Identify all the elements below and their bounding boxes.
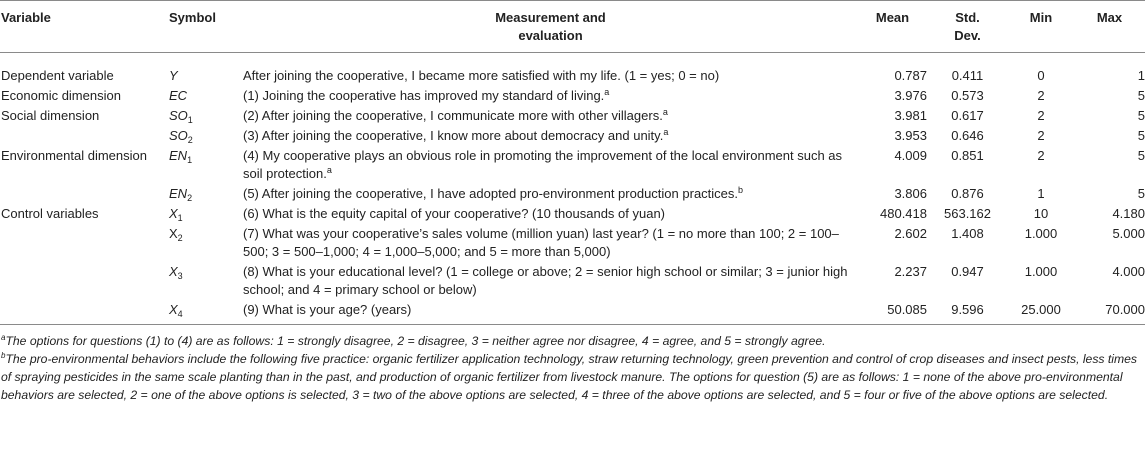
measurement-cell [243,223,858,261]
variable-cell [0,223,168,261]
max-cell: 4.180 [1112,206,1145,221]
symbol-base: SO [169,128,188,143]
footnote-marker: a [326,165,332,175]
symbol-base: Y [169,68,178,83]
header-measurement-line1: Measurement and [495,10,606,25]
table-body [0,53,1145,325]
measurement-cell [243,105,858,125]
footnote-a-marker: a [1,333,6,342]
header-max: Max [1074,1,1145,53]
variable-cell [0,125,168,145]
footnote-marker: a [662,107,668,117]
std-dev-cell: 0.947 [951,264,984,279]
symbol-subscript: 1 [187,155,193,165]
header-std-dev [927,1,1008,53]
symbol-base: X [169,226,178,241]
table-row [0,203,1145,223]
variable-cell: Economic dimension [1,88,121,103]
footnote-marker: a [604,87,610,97]
header-variable: Variable [0,1,168,53]
table-header [0,1,1145,53]
variable-cell: Environmental dimension [1,148,147,163]
variable-cell [0,299,168,325]
table-row [0,145,1145,183]
table-row [0,223,1145,261]
min-cell: 2 [1037,108,1045,123]
symbol-cell [168,53,243,86]
max-cell: 70.000 [1074,299,1145,325]
min-cell: 1.000 [1024,226,1058,241]
table-row [0,261,1145,299]
symbol-cell [168,105,243,125]
symbol-subscript: 1 [187,115,193,125]
mean-cell: 480.418 [880,206,927,221]
measurement-text: (4) My cooperative plays an obvious role in promoting the improvement of the local environment such as soil protection. [243,148,843,181]
symbol-cell [168,299,243,325]
measurement-cell [243,53,858,86]
symbol-cell [168,85,243,105]
symbol-base: EN [169,148,188,163]
mean-cell: 3.976 [894,88,927,103]
min-cell: 1 [1037,186,1045,201]
min-cell: 2 [1037,148,1045,163]
header-mean: Mean [858,1,927,53]
min-cell: 25.000 [1008,299,1074,325]
header-measurement [243,1,858,53]
symbol-base: X [169,206,178,221]
symbol-subscript: 2 [177,233,183,243]
header-min: Min [1008,1,1074,53]
symbol-base: X [169,302,178,317]
max-cell: 4.000 [1112,264,1145,279]
symbol-subscript: 2 [187,135,193,145]
symbol-cell [168,183,243,203]
symbol-subscript: 2 [187,193,193,203]
mean-cell: 2.602 [894,226,927,241]
measurement-text: (1) Joining the cooperative has improved my standard of living. [243,88,605,103]
variable-cell [0,183,168,203]
symbol-cell [168,145,243,183]
footnote-marker: b [738,185,744,195]
std-dev-cell: 0.646 [951,128,984,143]
measurement-text: (6) What is the equity capital of your cooperative? (10 thousands of yuan) [243,206,666,221]
max-cell: 5 [1137,148,1145,163]
symbol-base: X [169,264,178,279]
table-row [0,125,1145,145]
max-cell: 5 [1137,128,1145,143]
measurement-text: (3) After joining the cooperative, I know more about democracy and unity. [243,128,664,143]
mean-cell: 3.806 [894,186,927,201]
footnote-b [1,350,1145,404]
header-symbol: Symbol [168,1,243,53]
measurement-cell [243,261,858,299]
variable-cell: Dependent variable [1,68,114,83]
symbol-cell [168,223,243,261]
variable-cell: Social dimension [1,108,100,123]
min-cell: 10 [1033,206,1049,221]
table-row [0,183,1145,203]
measurement-text: (7) What was your cooperative’s sales volume (million yuan) last year? (1 = no more than 100; 2 = 100–500; 3 = 500–1,000; 4 = 1,000–5,000; and 5 = more than 5,000) [243,226,839,259]
table-footnotes [0,325,1145,404]
variable-cell: Control variables [1,206,99,221]
mean-cell: 3.953 [894,128,927,143]
std-dev-cell: 563.162 [944,206,991,221]
mean-cell: 0.787 [894,68,927,83]
std-dev-cell: 0.411 [951,68,984,83]
header-measurement-line2: evaluation [518,28,583,43]
measurement-cell [243,183,858,203]
mean-cell: 2.237 [894,264,927,279]
std-dev-cell: 0.573 [951,88,984,103]
table-row [0,105,1145,125]
mean-cell: 4.009 [894,148,927,163]
footnote-a-text: The options for questions (1) to (4) are as follows: 1 = strongly disagree, 2 = disagree, 3 = neither agree nor disagree, 4 = agree, and 5 = strongly agree. [5,334,826,348]
measurement-text: (2) After joining the cooperative, I communicate more with other villagers. [243,108,663,123]
max-cell: 5 [1137,88,1145,103]
symbol-base: EN [169,186,188,201]
measurement-cell [243,145,858,183]
symbol-subscript: 4 [177,309,183,319]
measurement-cell [243,125,858,145]
footnote-b-marker: b [1,351,6,360]
mean-cell: 50.085 [858,299,927,325]
measurement-text: (5) After joining the cooperative, I have adopted pro-environment production practices. [243,186,739,201]
header-std-line1: Std. [955,10,980,25]
symbol-subscript: 3 [177,271,183,281]
std-dev-cell: 1.408 [951,226,984,241]
max-cell: 5.000 [1112,226,1145,241]
table-row [0,299,1145,325]
symbol-base: EC [169,88,188,103]
symbol-cell [168,125,243,145]
measurement-cell [243,85,858,105]
header-std-line2: Dev. [954,28,981,43]
min-cell: 2 [1037,128,1045,143]
symbol-cell [168,261,243,299]
std-dev-cell: 0.617 [951,108,984,123]
footnote-b-text: The pro-environmental behaviors include the following five practice: organic fertilizer application technology, straw returning technology, green prevention and control of crop diseases and insect pests, less times of spraying pesticides in the same scale planting than in the past, and production of organic fertilizer from livestock manure. The options for question (5) are as follows: 1 = none of the above pro-environmental behaviors are selected, 2 = one of the above options is selected, 3 = two of the above options are selected, 4 = three of the above options are selected, and 5 = four or five of the above options are selected. [1,352,1138,402]
symbol-subscript: 1 [177,213,183,223]
std-dev-cell: 9.596 [927,299,1008,325]
footnote-marker: a [663,127,669,137]
max-cell: 1 [1137,68,1145,83]
max-cell: 5 [1137,186,1145,201]
table-row [0,85,1145,105]
measurement-cell [243,299,858,325]
symbol-base: SO [169,108,188,123]
variable-cell [0,261,168,299]
table-row [0,53,1145,86]
mean-cell: 3.981 [894,108,927,123]
min-cell: 1.000 [1024,264,1058,279]
measurement-text: (8) What is your educational level? (1 = college or above; 2 = senior high school or similar; 3 = junior high school; and 4 = primary school or below) [243,264,848,297]
measurement-text: After joining the cooperative, I became more satisfied with my life. (1 = yes; 0 = no) [243,68,720,83]
std-dev-cell: 0.876 [951,186,984,201]
symbol-cell [168,203,243,223]
std-dev-cell: 0.851 [951,148,984,163]
max-cell: 5 [1137,108,1145,123]
measurement-cell [243,203,858,223]
footnote-a [1,332,1145,350]
min-cell: 2 [1037,88,1045,103]
measurement-text: (9) What is your age? (years) [243,302,412,317]
min-cell: 0 [1037,68,1045,83]
